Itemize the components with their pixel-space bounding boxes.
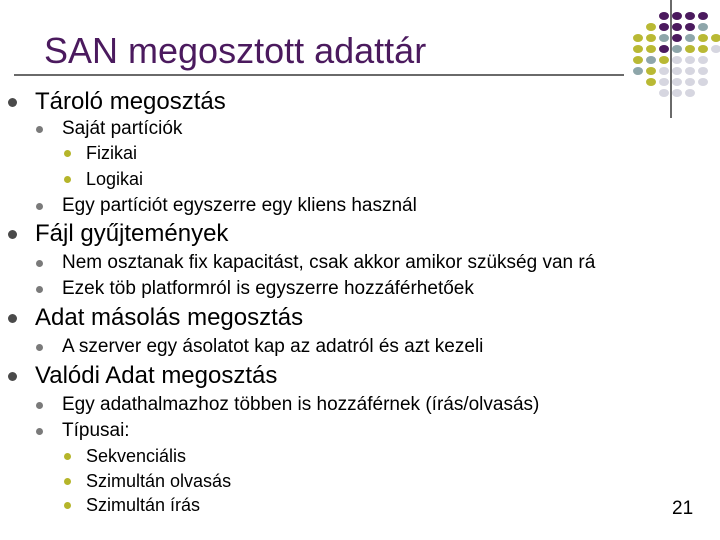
decorative-dot [646, 45, 656, 53]
item-text: Saját partíciók [62, 118, 183, 139]
decorative-dot [659, 67, 669, 75]
bullet-icon [36, 402, 43, 409]
item-text: Ezek töb platformról is egyszerre hozzáférhetőek [62, 278, 474, 299]
decorative-dot [646, 23, 656, 31]
decorative-dot [698, 45, 708, 53]
sub-sub-bullet-item [86, 169, 143, 190]
decorative-dot [672, 34, 682, 42]
sub-bullet-item [62, 195, 417, 217]
item-text: Egy partíciót egyszerre egy kliens használ [62, 195, 417, 216]
item-text: Egy adathalmazhoz többen is hozzáférnek (írás/olvasás) [62, 394, 540, 415]
decorative-dot [659, 34, 669, 42]
decorative-dot [672, 67, 682, 75]
item-text: Fizikai [86, 143, 138, 163]
decorative-dot [633, 34, 643, 42]
bullet-icon [64, 478, 71, 485]
item-text: A szerver egy ásolatot kap az adatról és azt kezeli [62, 336, 484, 357]
decorative-dot [659, 45, 669, 53]
decorative-dot [685, 45, 695, 53]
decorative-dot-grid [0, 0, 720, 90]
sub-sub-bullet-item [86, 495, 200, 516]
bullet-icon [64, 176, 71, 183]
sub-bullet-item [62, 394, 539, 416]
item-text: Tároló megosztás [35, 88, 226, 115]
decorative-dot [672, 12, 682, 20]
bullet-item [35, 88, 226, 116]
bullet-icon [36, 126, 43, 133]
decorative-dot [646, 67, 656, 75]
item-text: Valódi Adat megosztás [35, 362, 278, 389]
decorative-dot [672, 45, 682, 53]
bullet-icon [8, 314, 17, 323]
sub-sub-bullet-item [86, 446, 186, 467]
item-text: Adat másolás megosztás [35, 304, 304, 331]
decorative-dot [646, 34, 656, 42]
bullet-item [35, 304, 303, 332]
decorative-dot [646, 56, 656, 64]
sub-sub-bullet-item [86, 143, 137, 164]
bullet-icon [64, 150, 71, 157]
item-text: Szimultán olvasás [86, 471, 232, 491]
decorative-dot [633, 45, 643, 53]
decorative-dot [685, 12, 695, 20]
decorative-dot [672, 89, 682, 97]
decorative-dot [685, 78, 695, 86]
sub-bullet-item [62, 252, 595, 274]
sub-bullet-item [62, 420, 130, 442]
decorative-dot [698, 78, 708, 86]
bullet-icon [8, 372, 17, 381]
sub-bullet-item [62, 278, 474, 300]
page-number: 21 [672, 498, 694, 519]
decorative-dot [659, 78, 669, 86]
decorative-dot [685, 23, 695, 31]
bullet-item [35, 362, 277, 390]
slide-title: SAN megosztott adattár [44, 30, 427, 71]
sub-sub-bullet-item [86, 471, 231, 492]
decorative-dot [633, 56, 643, 64]
decorative-dot [711, 34, 720, 42]
decorative-dot [633, 67, 643, 75]
decorative-dot [698, 23, 708, 31]
bullet-icon [36, 428, 43, 435]
decorative-dot [672, 23, 682, 31]
item-text: Nem osztanak fix kapacitást, csak akkor amikor szükség van rá [62, 252, 596, 273]
bullet-icon [36, 286, 43, 293]
decorative-dot [646, 78, 656, 86]
bullet-icon [64, 502, 71, 509]
item-text: Típusai: [62, 420, 130, 441]
decorative-dot [659, 89, 669, 97]
decorative-dot [685, 56, 695, 64]
bullet-item [35, 220, 228, 248]
decorative-dot [711, 45, 720, 53]
decorative-dot [659, 12, 669, 20]
decorative-dot [659, 56, 669, 64]
bullet-icon [8, 98, 17, 107]
bullet-icon [36, 344, 43, 351]
item-text: Szimultán írás [86, 495, 201, 515]
decorative-dot [672, 78, 682, 86]
decorative-dot [698, 12, 708, 20]
sub-bullet-item [62, 118, 182, 140]
bullet-icon [64, 453, 71, 460]
item-text: Sekvenciális [86, 446, 187, 466]
decorative-dot [659, 23, 669, 31]
bullet-icon [8, 230, 17, 239]
decorative-dot [698, 34, 708, 42]
decorative-dot [685, 34, 695, 42]
item-text: Logikai [86, 169, 144, 189]
sub-bullet-item [62, 336, 483, 358]
decorative-dot [698, 67, 708, 75]
decorative-dot [685, 89, 695, 97]
bullet-icon [36, 260, 43, 267]
decorative-dot [672, 56, 682, 64]
bullet-icon [36, 203, 43, 210]
item-text: Fájl gyűjtemények [35, 220, 229, 247]
decorative-dot [685, 67, 695, 75]
decorative-dot [698, 56, 708, 64]
